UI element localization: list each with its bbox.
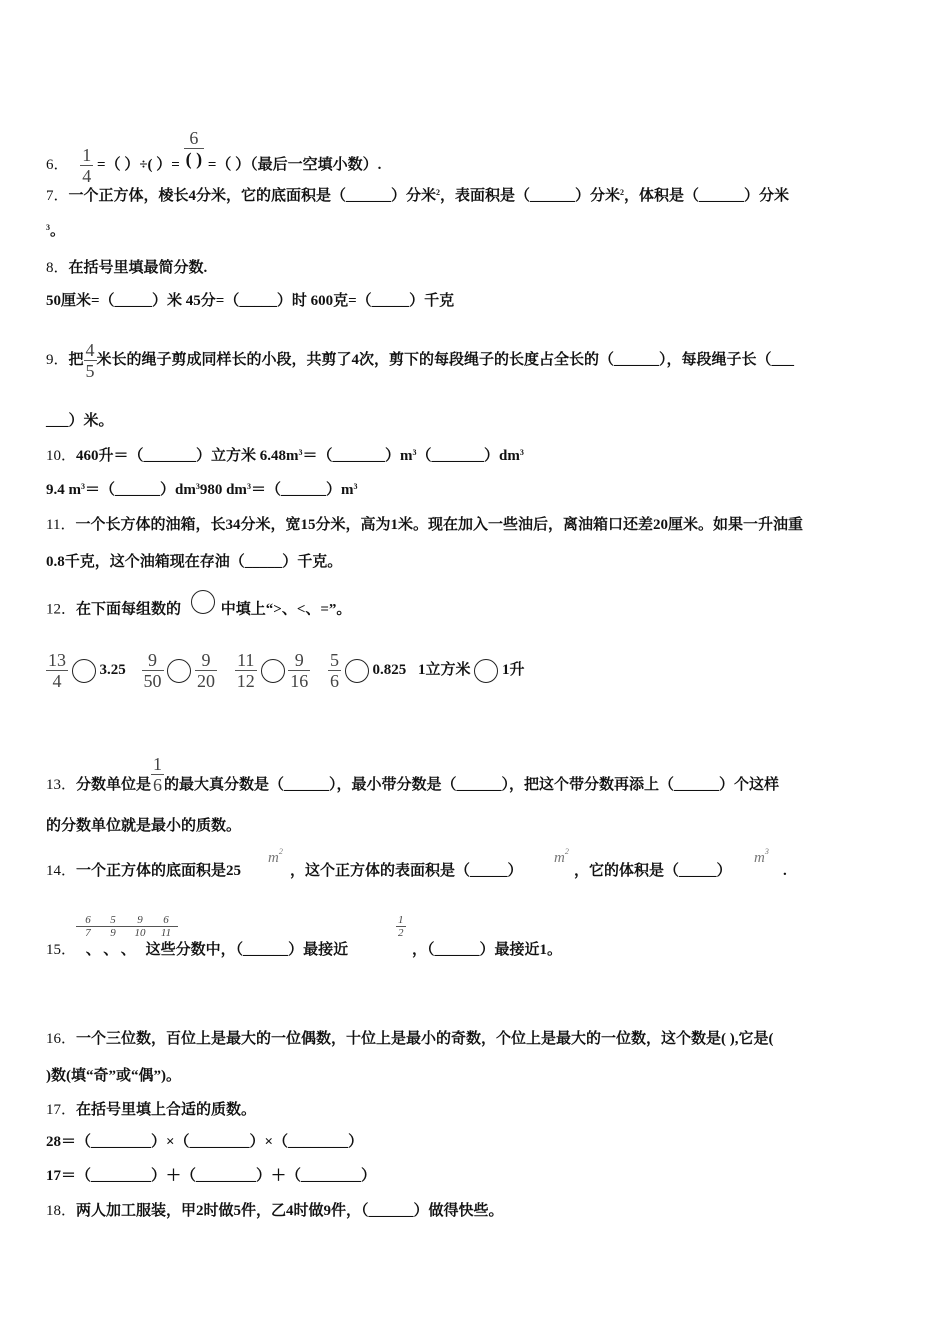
fraction: $\frac{1}{6}$ [153,754,163,795]
fraction-half [396,914,406,939]
question-9: 9．把 $\frac{4}{5}$ 米长的绳子剪成同样长的小段，共剪了4次，剪下的每段绳子的长度占全长的（______），每段绳子长（___ [46,340,795,381]
question-number: 9． [46,351,69,368]
question-8-line: 50厘米=（_____）米 45分=（_____）时 600克=（_____）千克 [46,293,455,309]
question-7: 7．一个正方体，棱长4分米，它的底面积是（______）分米$^2$，表面积是（______）分米$^2$，体积是（______）分米 [46,188,790,204]
question-12: 12．在下面每组数的 中填上“>、<、=”。 [46,598,351,622]
unit-m3: $m^3$ [754,847,769,866]
fraction: $\frac{5}{9}$ [100,914,126,939]
question-13-cont: 的分数单位就是最小的质数。 [46,818,242,834]
fraction: $\frac{5}{6}$ [330,650,339,692]
question-9-cont: ___）米。 [46,413,114,429]
compare-circle[interactable] [72,659,96,683]
question-14-end: . [783,863,787,879]
question-11: 11．一个长方体的油箱，长34分米，宽15分米，高为1米。现在加入一些油后，离油箱口还差20厘米。如果一升油重 [46,517,803,533]
question-number: 16． [46,1031,77,1047]
question-17-line2: 17＝（________）＋（________）＋（________） [46,1168,377,1184]
compare-circle[interactable] [167,659,191,683]
compare-circle[interactable] [345,659,369,683]
question-16-cont: )数(填“奇”或“偶”)。 [46,1068,181,1084]
fraction: 6 ( ) [185,128,203,169]
question-number: 14． [46,863,77,879]
question-number: 12． [46,601,77,618]
question-10-line2: 9.4 $m^3=(\_\_\_\_\_\_)dm^3980$ $dm^3=(\_\_\_\_\_\_)m^3$ [46,482,358,498]
question-number: 18． [46,1203,77,1219]
question-number: 6． [46,157,69,173]
question-number: 13． [46,777,77,793]
question-17: 17．在括号里填上合适的质数。 [46,1102,257,1118]
fraction: $\frac{6}{7}$ [76,914,100,939]
question-15-b: ，（______）最接近1。 [412,942,563,958]
fraction: $\frac{4}{5}$ [85,340,95,381]
question-18: 18．两人加工服装，甲2时做5件，乙4时做9件，（______）做得快些。 [46,1203,504,1219]
fraction: $\frac{9}{20}$ [197,650,215,692]
question-number: 15． [46,942,77,958]
question-14: 14．一个正方体的底面积是25 [46,863,242,879]
question-number: 10． [46,448,77,464]
question-number: 17． [46,1102,77,1118]
fraction: $\frac{6}{11}$ [154,914,178,939]
fraction: $\frac{9}{10}$ [126,914,154,939]
question-number: 8． [46,260,69,276]
question-8: 8．在括号里填最简分数. [46,260,208,276]
question-15: 15． 、 、 、 这些分数中，（______）最接近 [46,942,349,958]
question-number: 11． [46,517,76,533]
fraction: $\frac{9}{16}$ [290,650,309,692]
question-16: 16．一个三位数，百位上是最大的一位偶数，十位上是最小的奇数，个位上是最大的一位数，这个数是( ),它是( [46,1031,774,1047]
unit-m2: $m^2$ [268,847,283,866]
question-6: 6． $\frac{1}{4}$ =（ ）÷( ）= 6 ( ) =（ ）（最后一空填小数）. [46,128,382,187]
fraction-group [76,914,178,939]
question-14-b: ，这个正方体的表面积是（_____） [290,863,523,879]
unit-m2: $m^2$ [554,847,569,866]
compare-circle[interactable] [261,659,285,683]
question-11-cont: 0.8千克，这个油箱现在存油（_____）千克。 [46,554,343,570]
compare-circle[interactable] [474,659,498,683]
fraction: $\frac{9}{50}$ [143,650,162,692]
question-13: 13．分数单位是 $\frac{1}{6}$ 的最大真分数是（______），最小带分数是（______），把这个带分数再添上（______）个这样 [46,754,780,795]
fraction: $\frac{1}{2}$ [398,914,404,939]
compare-row: $\frac{13}{4}$ 3.25 $\frac{9}{50}$ $\frac{9}{20}$ $\frac{11}{12}$ $\frac{9}{16}$ $\frac{5}{6}$ 0.825 1立方米 1升 [48,650,525,692]
question-14-c: ，它的体积是（_____） [574,863,732,879]
fraction: $\frac{11}{12}$ [236,650,255,692]
question-17-line1: 28＝（________）×（________）×（________） [46,1134,364,1150]
fraction: $\frac{1}{4}$ [82,145,92,187]
question-number: 7． [46,188,69,204]
fraction: $\frac{13}{4}$ [48,650,66,692]
question-7-cont: $^3$。 [46,223,66,239]
question-10: 10．460升＝（_______）立方米 $6.48m^3=(\_\_\_\_\_\_\_)m^3(\_\_\_\_\_\_\_)dm^3$ [46,448,524,464]
circle-icon [191,590,215,614]
